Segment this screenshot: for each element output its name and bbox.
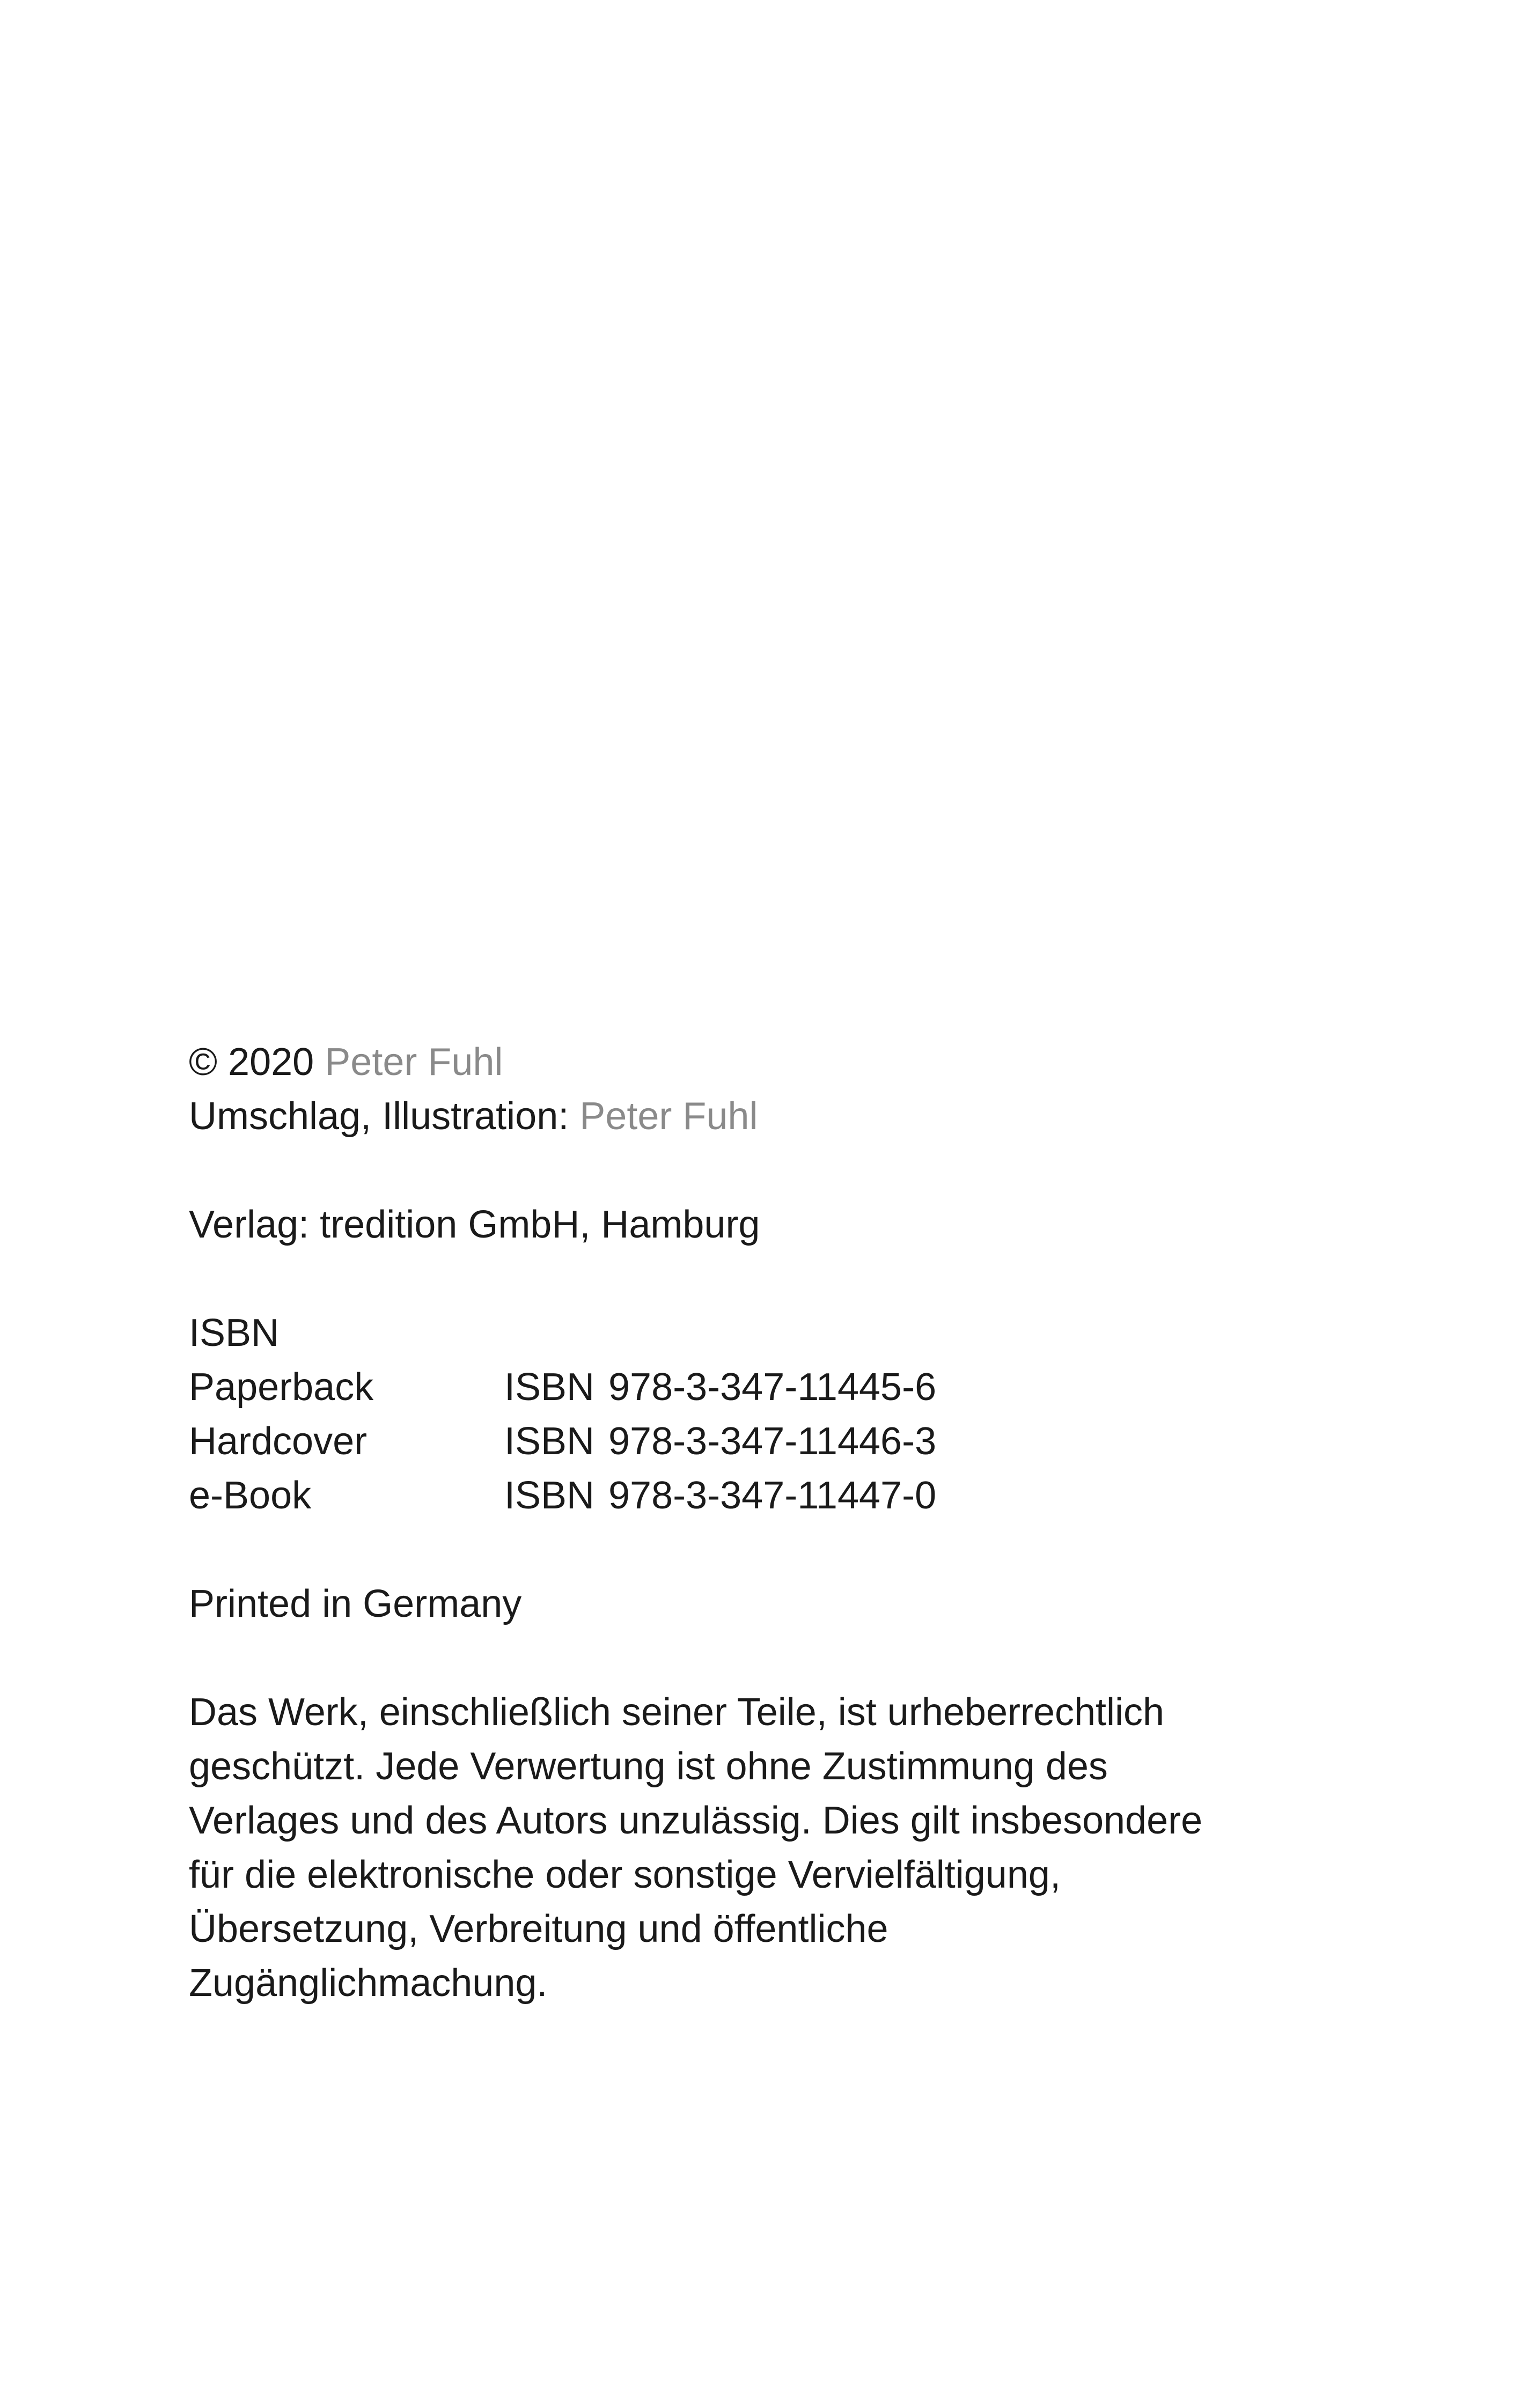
notice-line: Übersetzung, Verbreitung und öffentliche bbox=[189, 1908, 888, 1950]
isbn-format: Hardcover bbox=[189, 1420, 368, 1463]
isbn-format: e-Book bbox=[189, 1474, 312, 1517]
copyright-year: © 2020 bbox=[189, 1041, 314, 1084]
notice-line: Zugänglichmachung. bbox=[189, 1962, 548, 2005]
notice-line: Das Werk, einschließlich seiner Teile, ist urheberrechtlich bbox=[189, 1691, 1165, 1734]
spacer bbox=[189, 1252, 1369, 1306]
isbn-row-hardcover bbox=[189, 1415, 1369, 1469]
isbn-format: Paperback bbox=[189, 1366, 374, 1409]
copyright-notice bbox=[189, 1685, 1369, 2011]
notice-line: geschützt. Jede Verwertung ist ohne Zustimmung des bbox=[189, 1745, 1108, 1788]
spacer bbox=[189, 1144, 1369, 1198]
cover-credit-name: Peter Fuhl bbox=[579, 1095, 758, 1138]
isbn-prefix: ISBN bbox=[504, 1474, 595, 1517]
spacer bbox=[189, 1631, 1369, 1685]
notice-line: Verlages und des Autors unzulässig. Dies gilt insbesondere bbox=[189, 1799, 1203, 1842]
spacer bbox=[189, 1523, 1369, 1577]
isbn-row-paperback bbox=[189, 1360, 1369, 1415]
copyright-author: Peter Fuhl bbox=[325, 1041, 503, 1084]
printed-in-line: Printed in Germany bbox=[189, 1582, 522, 1625]
isbn-number: 978-3-347-11446-3 bbox=[608, 1420, 937, 1463]
isbn-row-ebook bbox=[189, 1469, 1369, 1523]
imprint-block bbox=[189, 1035, 1369, 2011]
isbn-prefix: ISBN bbox=[504, 1420, 595, 1463]
isbn-number: 978-3-347-11447-0 bbox=[608, 1474, 937, 1517]
isbn-number: 978-3-347-11445-6 bbox=[608, 1366, 937, 1409]
cover-credit-label: Umschlag, Illustration: bbox=[189, 1095, 569, 1138]
publisher-line: Verlag: tredition GmbH, Hamburg bbox=[189, 1203, 760, 1246]
isbn-heading: ISBN bbox=[189, 1312, 280, 1354]
cover-credit-line bbox=[189, 1089, 1369, 1144]
notice-line: für die elektronische oder sonstige Vervielfältigung, bbox=[189, 1853, 1061, 1896]
isbn-prefix: ISBN bbox=[504, 1366, 595, 1409]
copyright-line bbox=[189, 1035, 1369, 1089]
